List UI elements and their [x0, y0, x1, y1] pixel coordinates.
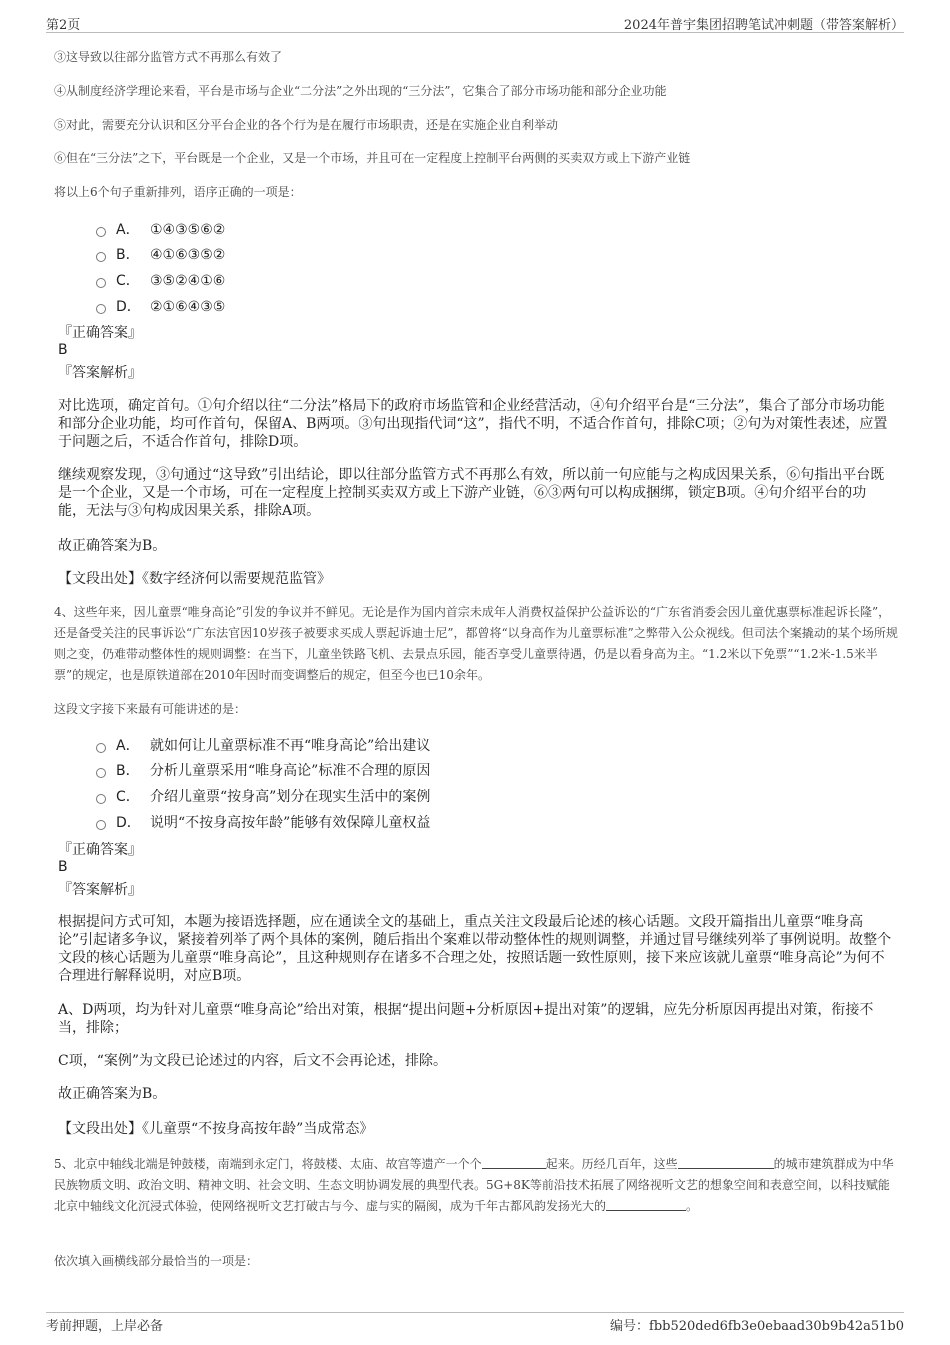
q4-option-d[interactable]: D． 说明“不按身高按年龄”能够有效保障儿童权益 — [96, 812, 430, 832]
radio-icon[interactable] — [96, 304, 106, 314]
analysis-paragraph: C项，“案例”为文段已论述过的内容，后文不会再论述，排除。 — [58, 1053, 448, 1069]
analysis-conclusion: 故正确答案为B。 — [58, 1086, 167, 1102]
answer-label: 『正确答案』 — [58, 325, 142, 341]
q4-option-c[interactable]: C． 介绍儿童票“按身高”划分在现实生活中的案例 — [96, 786, 430, 806]
sentence-4: ④从制度经济学理论来看，平台是市场与企业“二分法”之外出现的“三分法”，它集合了部分市场功能和部分企业功能 — [54, 84, 667, 98]
analysis-label: 『答案解析』 — [58, 882, 142, 898]
analysis-paragraph: 继续观察发现，③句通过“这导致”引出结论，即以往部分监管方式不再那么有效，所以前一句应能与之构成因果关系，⑥句指出平台既是一个企业，又是一个市场，可在一定程度上控制买卖双方或上下游产业链，⑥③两句可以构成捆绑，锁定B项。④句介绍平台的功能，无法与③句构成因果关系，排除A项。 — [58, 467, 885, 519]
page-header — [46, 12, 904, 33]
analysis-conclusion: 故正确答案为B。 — [58, 538, 167, 554]
answer-label: 『正确答案』 — [58, 842, 142, 858]
q3-option-b[interactable]: B． ④①⑥③⑤② — [96, 244, 225, 264]
radio-icon[interactable] — [96, 252, 106, 262]
question-stem: 5、北京中轴线北端是钟鼓楼，南端到永定门，将鼓楼、太庙、故宫等遗产一个个 起来。历经几百年，这些 的城市建筑群成为中华民族物质文明、政治文明、精神文明、社会文明、生态文明协调发展的典型代表。5G+8K等前沿技术拓展了网络视听文艺的想象空间和表意空间，以科技赋能北京中轴线文化沉浸式体验，使网络视听文艺打破古与今、虚与实的隔阂，成为千年古都风韵发扬光大的 。 — [54, 1157, 894, 1213]
blank-2[interactable] — [678, 1156, 774, 1169]
analysis-paragraph: 对比选项，确定首句。①句介绍以往“二分法”格局下的政府市场监管和企业经营活动，④句介绍平台是“三分法”，集合了部分市场功能和部分企业功能，均可作首句，保留A、B两项。③句出现指代词“这”，指代不明，不适合作首句，排除C项；②句为对策性表述，应置于问题之后，不适合作首句，排除D项。 — [58, 398, 888, 450]
analysis-label: 『答案解析』 — [58, 365, 142, 381]
document-id: 编号：fbb520ded6fb3e0ebaad30b9b42a51b0 — [610, 1319, 904, 1334]
q4-option-a[interactable]: A． 就如何让儿童票标准不再“唯身高论”给出建议 — [96, 735, 430, 755]
q3-option-d[interactable]: D． ②①⑥④③⑤ — [96, 296, 225, 316]
question-prompt: 依次填入画横线部分最恰当的一项是： — [54, 1254, 259, 1268]
blank-1[interactable] — [482, 1156, 546, 1169]
radio-icon[interactable] — [96, 278, 106, 288]
radio-icon[interactable] — [96, 820, 106, 830]
analysis-paragraph: A、D两项，均为针对儿童票“唯身高论”给出对策，根据“提出问题+分析原因+提出对策”的逻辑，应先分析原因再提出对策，衔接不当，排除； — [58, 1002, 874, 1036]
radio-icon[interactable] — [96, 768, 106, 778]
document-title: 2024年普宇集团招聘笔试冲刺题（带答案解析） — [623, 18, 904, 33]
source-citation: 【文段出处】《数字经济何以需要规范监管》 — [58, 571, 331, 587]
footer-slogan: 考前押题，上岸必备 — [46, 1319, 164, 1334]
source-citation: 【文段出处】《儿童票“不按身高按年龄”当成常态》 — [58, 1121, 374, 1137]
radio-icon[interactable] — [96, 743, 106, 753]
page-number: 第2页 — [46, 18, 81, 33]
q3-option-a[interactable]: A． ①④③⑤⑥② — [96, 219, 225, 239]
q4-option-b[interactable]: B． 分析儿童票采用“唯身高论”标准不合理的原因 — [96, 760, 430, 780]
analysis-paragraph: 根据提问方式可知，本题为接语选择题，应在通读全文的基础上，重点关注文段最后论述的核心话题。文段开篇指出儿童票“唯身高论”引起诸多争议，紧接着列举了两个具体的案例，随后指出个案难以带动整体性的规则调整，并通过冒号继续列举了事例说明。故整个文段的核心话题为儿童票“唯身高论”，且这种规则存在诸多不合理之处，按照话题一致性原则，接下来应该就儿童票“唯身高论”为何不合理进行解释说明，对应B项。 — [58, 914, 892, 984]
question-prompt: 将以上6个句子重新排列，语序正确的一项是： — [54, 185, 302, 199]
radio-icon[interactable] — [96, 794, 106, 804]
q3-option-c[interactable]: C． ③⑤②④①⑥ — [96, 270, 225, 290]
radio-icon[interactable] — [96, 227, 106, 237]
answer-value: B — [58, 859, 68, 875]
question-stem: 4、这些年来，因儿童票“唯身高论”引发的争议并不鲜见。无论是作为国内首宗未成年人消费权益保护公益诉讼的“广东省消委会因儿童优惠票标准起诉长隆”，还是备受关注的民事诉讼“广东法官因10岁孩子被要求买成人票起诉迪士尼”，都曾将“以身高作为儿童票标准”之弊带入公众视线。但司法个案撬动的某个场所规则之变，仍难带动整体性的规则调整：在当下，儿童坐铁路飞机、去景点乐园，能否享受儿童票待遇，仍是以看身高为主。“1.2米以下免票”“1.2米-1.5米半票”的规定，也是原铁道部在2010年因时而变调整后的规定，但至今也已10余年。 — [54, 605, 898, 682]
sentence-3: ③这导致以往部分监管方式不再那么有效了 — [54, 50, 283, 64]
sentence-5: ⑤对此，需要充分认识和区分平台企业的各个行为是在履行市场职责，还是在实施企业自利举动 — [54, 118, 559, 132]
blank-3[interactable] — [606, 1198, 686, 1211]
page-footer — [46, 1312, 904, 1334]
question-prompt: 这段文字接下来最有可能讲述的是： — [54, 702, 247, 716]
answer-value: B — [58, 342, 68, 358]
sentence-6: ⑥但在“三分法”之下，平台既是一个企业，又是一个市场，并且可在一定程度上控制平台两侧的买卖双方或上下游产业链 — [54, 151, 691, 165]
